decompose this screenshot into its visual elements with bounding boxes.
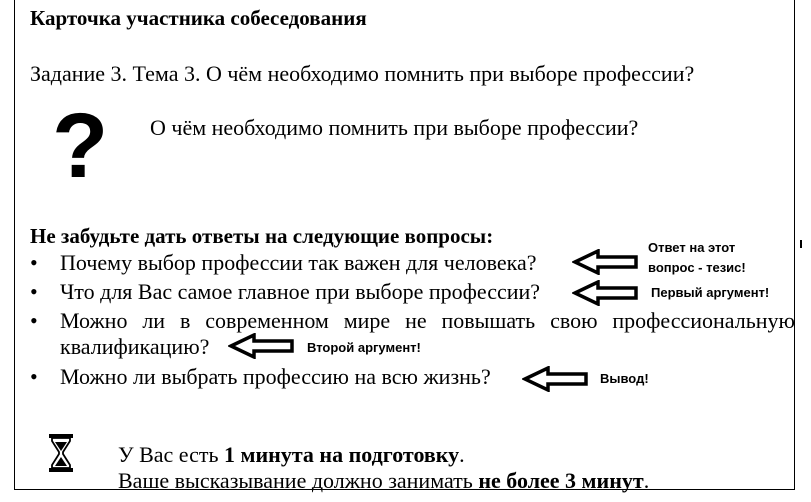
- prep-bold: 1 минута на подготовку: [224, 442, 460, 467]
- annotation-thesis: [648, 238, 746, 278]
- question-mark-icon: ?: [52, 95, 109, 197]
- limit-suffix: .: [643, 468, 650, 493]
- arrow-left-icon: [572, 280, 640, 306]
- arrow-left-icon: [522, 366, 590, 392]
- prep-prefix: У Вас есть: [118, 442, 225, 467]
- edge-mark: [800, 240, 802, 248]
- annotation-conclusion: Вывод!: [600, 371, 649, 386]
- bullet-dot: •: [30, 364, 38, 389]
- list-item-text-continuation: квалификацию?: [60, 334, 210, 359]
- bullet-dot: •: [30, 279, 38, 304]
- bullet-dot: •: [30, 250, 38, 275]
- annotation-second-argument: Второй аргумент!: [307, 340, 421, 355]
- list-item-text: Что для Вас самое главное при выборе профессии?: [60, 279, 541, 304]
- bullet-dot: •: [30, 308, 38, 333]
- prep-time-text: [118, 442, 465, 468]
- limit-bold: не более 3 минут: [478, 468, 644, 493]
- list-item-text: Можно ли выбрать профессию на всю жизнь?: [60, 364, 491, 389]
- arrow-left-icon: [572, 249, 640, 275]
- question-text: О чём необходимо помнить при выборе профессии?: [150, 115, 639, 140]
- questions-heading: Не забудьте дать ответы на следующие вопросы:: [30, 224, 494, 248]
- task-line: Задание 3. Тема 3. О чём необходимо помнить при выборе профессии?: [30, 61, 695, 86]
- answer-limit-text: [118, 468, 649, 494]
- list-item-text: Можно ли в современном мире не повышать свою профессиональную: [60, 308, 795, 333]
- card-title: Карточка участника собеседования: [30, 6, 367, 30]
- limit-prefix: Ваше высказывание должно занимать: [118, 468, 479, 493]
- list-item-text: Почему выбор профессии так важен для человека?: [60, 250, 537, 275]
- annotation-first-argument: Первый аргумент!: [651, 285, 770, 300]
- annotation-thesis-line2: вопрос - тезис!: [648, 260, 746, 275]
- hourglass-icon: [48, 433, 74, 473]
- arrow-left-icon: [228, 333, 296, 359]
- prep-suffix: .: [459, 442, 465, 467]
- annotation-thesis-line1: Ответ на этот: [648, 240, 736, 255]
